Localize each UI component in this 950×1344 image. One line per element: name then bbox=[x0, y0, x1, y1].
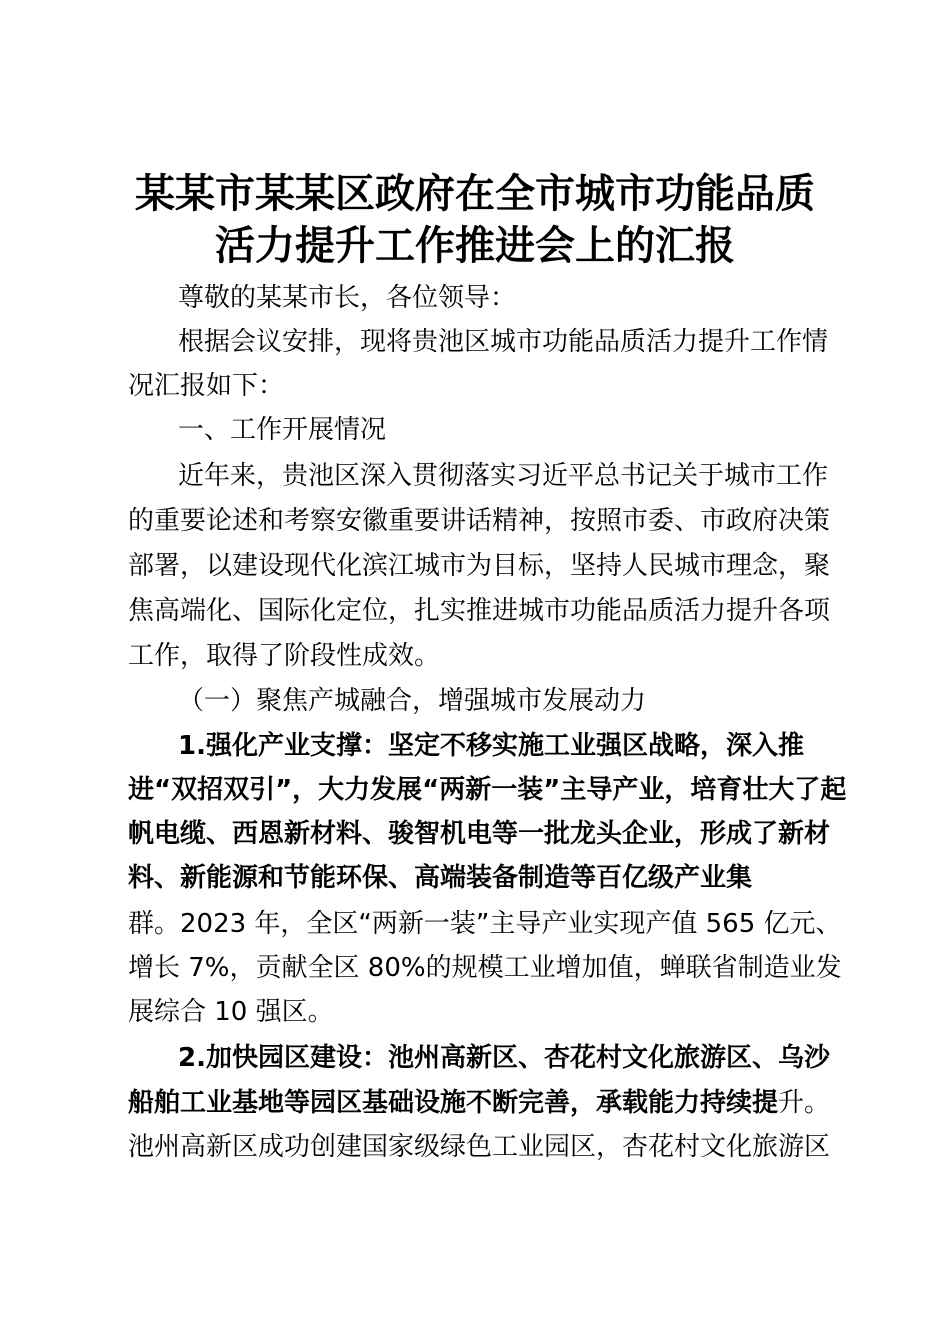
item-bold-line: 进“双招双引”，大力发展“两新一装”主导产业，培育壮大了起 bbox=[128, 775, 847, 805]
document-title-line-2: 活力提升工作推进会上的汇报 bbox=[215, 222, 735, 269]
paragraph-line: 焦高端化、国际化定位，扎实推进城市功能品质活力提升各项 bbox=[128, 596, 831, 626]
item-text-line: 增长 7%，贡献全区 80%的规模工业增加值，蝉联省制造业发 bbox=[128, 953, 842, 983]
salutation: 尊敬的某某市长，各位领导： bbox=[178, 283, 517, 313]
paragraph-line: 近年来，贵池区深入贯彻落实习近平总书记关于城市工作 bbox=[178, 461, 829, 491]
item-text-line: 群。2023 年，全区“两新一装”主导产业实现产值 565 亿元、 bbox=[128, 909, 842, 939]
item-bold-line: 2.加快园区建设：池州高新区、杏花村文化旅游区、乌沙 bbox=[178, 1043, 830, 1073]
section-heading: 一、工作开展情况 bbox=[178, 415, 387, 445]
intro-line: 根据会议安排，现将贵池区城市功能品质活力提升工作情 bbox=[178, 327, 829, 357]
intro-line: 况汇报如下： bbox=[128, 371, 285, 401]
paragraph-line: 部署，以建设现代化滨江城市为目标，坚持人民城市理念，聚 bbox=[128, 551, 831, 581]
subsection-heading: （一）聚焦产城融合，增强城市发展动力 bbox=[178, 686, 647, 716]
item-mixed-line bbox=[128, 1081, 830, 1125]
document-title-line-1: 某某市某某区政府在全市城市功能品质 bbox=[135, 170, 815, 217]
item-bold-line: 料、新能源和节能环保、高端装备制造等百亿级产业集 bbox=[128, 863, 753, 893]
item-text-line: 展综合 10 强区。 bbox=[128, 997, 334, 1027]
item-text-line: 池州高新区成功创建国家级绿色工业园区，杏花村文化旅游区 bbox=[128, 1132, 831, 1162]
paragraph-line: 的重要论述和考察安徽重要讲话精神，按照市委、市政府决策 bbox=[128, 506, 831, 536]
item-tail-segment: 升。 bbox=[778, 1088, 831, 1118]
item-bold-line: 1.强化产业支撑：坚定不移实施工业强区战略，深入推 bbox=[178, 731, 804, 761]
item-bold-line: 帆电缆、西恩新材料、骏智机电等一批龙头企业，形成了新材 bbox=[128, 819, 831, 849]
paragraph-line: 工作，取得了阶段性成效。 bbox=[128, 641, 441, 671]
item-bold-segment: 船舶工业基地等园区基础设施不断完善，承载能力持续提 bbox=[128, 1088, 779, 1118]
